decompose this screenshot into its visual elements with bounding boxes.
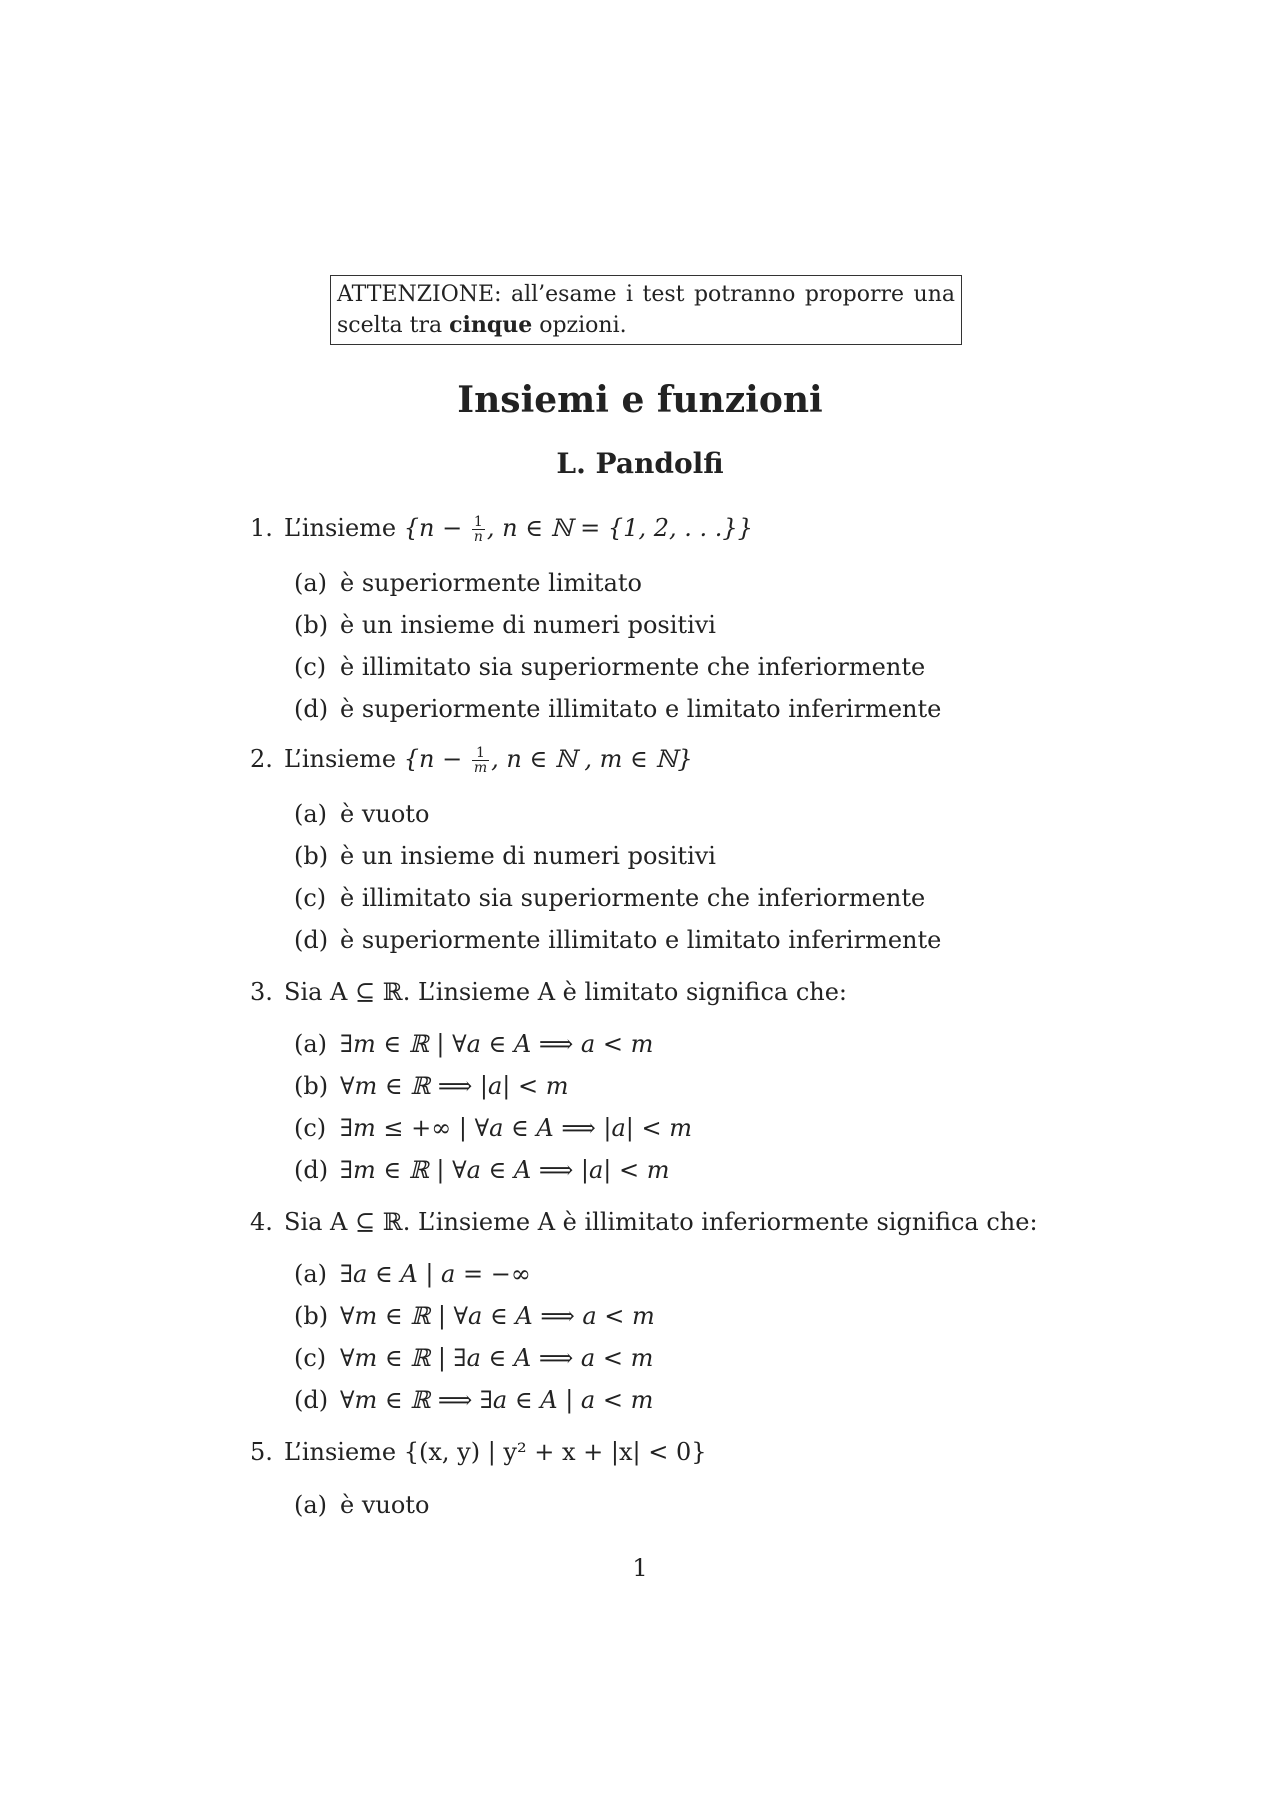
option-text: è superiormente limitato	[340, 569, 642, 597]
page-number: 1	[632, 1554, 648, 1582]
option-text: ∀m ∈ ℝ ⟹ ∃a ∈ A | a < m	[340, 1386, 654, 1414]
question-number: 1.	[250, 514, 273, 542]
option	[294, 839, 716, 873]
option-text: è un insieme di numeri positivi	[340, 611, 716, 639]
option-text: ∃m ∈ ℝ | ∀a ∈ A ⟹ a < m	[340, 1030, 654, 1058]
option-text: ∃m ≤ +∞ | ∀a ∈ A ⟹ |a| < m	[340, 1114, 693, 1142]
math-close: , n ∈ ℕ , m ∈ ℕ}	[491, 745, 693, 773]
option-text: è vuoto	[340, 1491, 430, 1519]
option-label: (a)	[294, 1491, 328, 1519]
option-text: è superiormente illimitato e limitato inferirmente	[340, 695, 942, 723]
option	[294, 1488, 429, 1522]
fraction-denominator: m	[473, 760, 488, 776]
option	[294, 1027, 653, 1061]
fraction-numerator: 1	[472, 746, 489, 761]
option-text: è un insieme di numeri positivi	[340, 842, 716, 870]
option-label: (c)	[294, 884, 327, 912]
option-text: ∃a ∈ A | a = −∞	[340, 1260, 531, 1288]
option	[294, 797, 429, 831]
option-label: (a)	[294, 569, 328, 597]
fraction-numerator: 1	[472, 515, 485, 530]
option-label: (d)	[294, 926, 329, 954]
option	[294, 1153, 670, 1187]
option-text: ∀m ∈ ℝ ⟹ |a| < m	[340, 1072, 569, 1100]
notice-text-bold: cinque	[449, 312, 533, 338]
option	[294, 1069, 568, 1103]
option-label: (d)	[294, 1156, 329, 1184]
question-number: 4.	[250, 1208, 273, 1236]
option-text: è illimitato sia superiormente che inferiormente	[340, 653, 926, 681]
question-text: L’insieme	[284, 745, 404, 773]
option	[294, 1383, 653, 1417]
option-label: (d)	[294, 695, 329, 723]
option-text: è superiormente illimitato e limitato inferirmente	[340, 926, 942, 954]
option-label: (b)	[294, 842, 329, 870]
option-label: (a)	[294, 1030, 328, 1058]
option	[294, 1257, 531, 1291]
question-5	[250, 1435, 706, 1469]
question-text: L’insieme	[284, 514, 404, 542]
question-text: L’insieme {(x, y) | y² + x + |x| < 0}	[284, 1438, 707, 1466]
option-text: ∃m ∈ ℝ | ∀a ∈ A ⟹ |a| < m	[340, 1156, 670, 1184]
option	[294, 881, 925, 915]
option-text: ∀m ∈ ℝ | ∃a ∈ A ⟹ a < m	[340, 1344, 654, 1372]
option-label: (d)	[294, 1386, 329, 1414]
option-label: (c)	[294, 653, 327, 681]
document-title: Insiemi e funzioni	[457, 379, 823, 421]
option	[294, 1299, 655, 1333]
question-3	[250, 975, 847, 1009]
option	[294, 923, 941, 957]
option	[294, 1111, 692, 1145]
option-label: (a)	[294, 800, 328, 828]
math-open: {n −	[403, 745, 470, 773]
math-open: {n −	[403, 514, 470, 542]
question-1	[250, 511, 753, 545]
option-label: (b)	[294, 1072, 329, 1100]
option-text: ∀m ∈ ℝ | ∀a ∈ A ⟹ a < m	[340, 1302, 655, 1330]
option-text: è illimitato sia superiormente che inferiormente	[340, 884, 926, 912]
question-2	[250, 742, 693, 776]
math-close: , n ∈ ℕ = {1, 2, . . .}}	[486, 514, 753, 542]
document-author: L. Pandolfi	[556, 447, 724, 480]
option-text: è vuoto	[340, 800, 430, 828]
question-number: 2.	[250, 745, 273, 773]
option-label: (c)	[294, 1344, 327, 1372]
question-text: Sia A ⊆ ℝ. L’insieme A è illimitato inferiormente significa che:	[284, 1208, 1038, 1236]
question-number: 5.	[250, 1438, 273, 1466]
option-label: (b)	[294, 1302, 329, 1330]
question-4	[250, 1205, 1038, 1239]
option	[294, 1341, 653, 1375]
option-label: (c)	[294, 1114, 327, 1142]
option	[294, 650, 925, 684]
notice-box	[330, 275, 962, 345]
question-text: Sia A ⊆ ℝ. L’insieme A è limitato significa che:	[284, 978, 848, 1006]
option-label: (b)	[294, 611, 329, 639]
notice-text-suffix: opzioni.	[532, 313, 627, 338]
notice-text-prefix: ATTENZIONE: all’esame i test potranno proporre una scelta tra	[337, 282, 955, 338]
fraction	[472, 515, 485, 544]
option-label: (a)	[294, 1260, 328, 1288]
question-number: 3.	[250, 978, 273, 1006]
fraction-denominator: n	[473, 529, 483, 545]
option	[294, 692, 941, 726]
option	[294, 608, 716, 642]
option	[294, 566, 642, 600]
fraction	[472, 746, 489, 775]
